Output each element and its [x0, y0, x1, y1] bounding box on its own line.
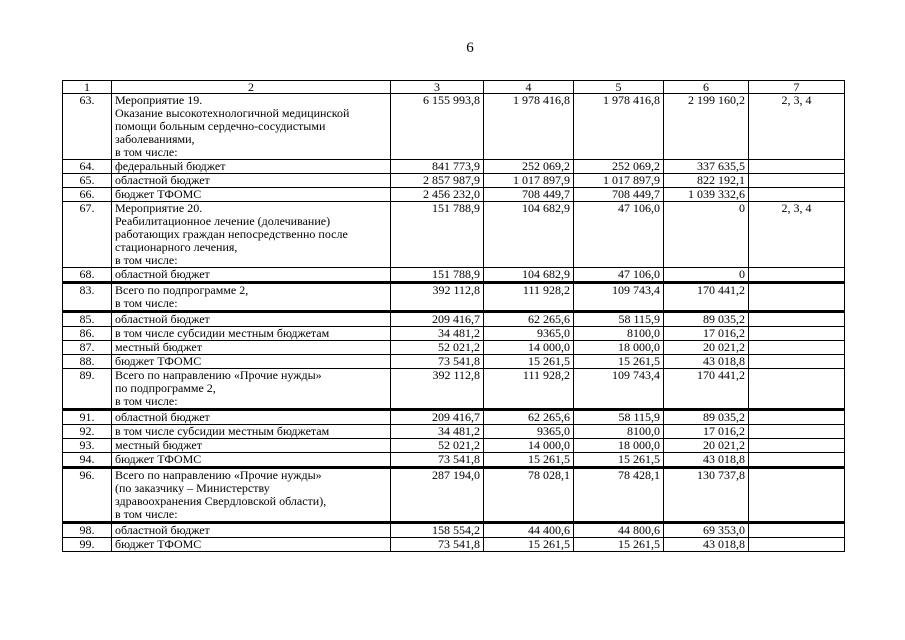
target-refs — [749, 312, 845, 327]
year-value-col6: 89 035,2 — [664, 410, 749, 425]
header-cell-3: 3 — [391, 81, 484, 94]
table-row — [63, 268, 845, 283]
total-value: 151 788,9 — [391, 268, 484, 283]
year-value-col6: 17 016,2 — [664, 425, 749, 439]
target-refs — [749, 327, 845, 341]
target-refs — [749, 538, 845, 552]
description-line: Мероприятие 19. — [115, 93, 203, 107]
year-value-col4: 14 000,0 — [484, 341, 574, 355]
row-number: 93. — [63, 439, 112, 453]
row-number: 65. — [63, 174, 112, 188]
row-number: 94. — [63, 453, 112, 468]
description-line: (по заказчику – Министерству — [115, 481, 270, 495]
row-description — [112, 468, 391, 523]
year-value-col6: 170 441,2 — [664, 369, 749, 410]
row-description — [112, 341, 391, 355]
row-description — [112, 538, 391, 552]
table-row — [63, 355, 845, 369]
year-value-col6: 69 353,0 — [664, 523, 749, 538]
header-cell-4: 4 — [484, 81, 574, 94]
year-value-col5: 15 261,5 — [574, 355, 664, 369]
total-value: 392 112,8 — [391, 369, 484, 410]
description-line: бюджет ТФОМС — [115, 187, 202, 201]
year-value-col6: 20 021,2 — [664, 341, 749, 355]
description-line: Всего по направлению «Прочие нужды» — [115, 368, 322, 382]
year-value-col6: 170 441,2 — [664, 283, 749, 312]
table-row — [63, 341, 845, 355]
row-number: 91. — [63, 410, 112, 425]
year-value-col5: 47 106,0 — [574, 202, 664, 268]
total-value: 151 788,9 — [391, 202, 484, 268]
year-value-col6: 89 035,2 — [664, 312, 749, 327]
row-description — [112, 268, 391, 283]
year-value-col5: 58 115,9 — [574, 410, 664, 425]
description-line: бюджет ТФОМС — [115, 354, 202, 368]
row-number: 98. — [63, 523, 112, 538]
row-number: 96. — [63, 468, 112, 523]
total-value: 392 112,8 — [391, 283, 484, 312]
table-row — [63, 410, 845, 425]
description-line: местный бюджет — [115, 340, 202, 354]
target-refs — [749, 369, 845, 410]
description-line: Оказание высокотехнологичной медицинской — [115, 106, 350, 120]
row-description — [112, 160, 391, 174]
year-value-col4: 15 261,5 — [484, 538, 574, 552]
target-refs — [749, 453, 845, 468]
table-row — [63, 202, 845, 268]
row-number: 66. — [63, 188, 112, 202]
year-value-col4: 62 265,6 — [484, 312, 574, 327]
description-line: Реабилитационное лечение (долечивание) — [115, 214, 331, 228]
description-line: местный бюджет — [115, 438, 202, 452]
total-value: 841 773,9 — [391, 160, 484, 174]
target-refs — [749, 174, 845, 188]
year-value-col5: 58 115,9 — [574, 312, 664, 327]
header-row — [63, 81, 845, 94]
header-cell-5: 5 — [574, 81, 664, 94]
total-value: 73 541,8 — [391, 453, 484, 468]
row-number: 88. — [63, 355, 112, 369]
table-row — [63, 160, 845, 174]
target-refs — [749, 283, 845, 312]
description-line: Всего по подпрограмме 2, — [115, 283, 249, 297]
table-row — [63, 283, 845, 312]
year-value-col5: 18 000,0 — [574, 341, 664, 355]
target-refs — [749, 188, 845, 202]
year-value-col6: 337 635,5 — [664, 160, 749, 174]
row-description — [112, 369, 391, 410]
description-line: областной бюджет — [115, 173, 210, 187]
target-refs — [749, 425, 845, 439]
year-value-col5: 15 261,5 — [574, 453, 664, 468]
header-cell-1: 1 — [63, 81, 112, 94]
year-value-col4: 104 682,9 — [484, 202, 574, 268]
total-value: 52 021,2 — [391, 439, 484, 453]
table-row — [63, 188, 845, 202]
target-refs: 2, 3, 4 — [749, 94, 845, 160]
header-cell-7: 7 — [749, 81, 845, 94]
row-number: 64. — [63, 160, 112, 174]
total-value: 2 857 987,9 — [391, 174, 484, 188]
target-refs — [749, 439, 845, 453]
description-line: в том числе: — [115, 507, 178, 521]
year-value-col5: 252 069,2 — [574, 160, 664, 174]
description-line: Мероприятие 20. — [115, 201, 203, 215]
year-value-col5: 109 743,4 — [574, 283, 664, 312]
target-refs — [749, 341, 845, 355]
year-value-col5: 18 000,0 — [574, 439, 664, 453]
row-number: 87. — [63, 341, 112, 355]
description-line: здравоохранения Свердловской области), — [115, 494, 327, 508]
row-description — [112, 283, 391, 312]
total-value: 2 456 232,0 — [391, 188, 484, 202]
year-value-col4: 111 928,2 — [484, 283, 574, 312]
table-row — [63, 327, 845, 341]
total-value: 73 541,8 — [391, 355, 484, 369]
row-description — [112, 188, 391, 202]
year-value-col5: 1 978 416,8 — [574, 94, 664, 160]
year-value-col4: 111 928,2 — [484, 369, 574, 410]
description-line: бюджет ТФОМС — [115, 537, 202, 551]
row-number: 63. — [63, 94, 112, 160]
row-description — [112, 439, 391, 453]
year-value-col4: 62 265,6 — [484, 410, 574, 425]
year-value-col6: 17 016,2 — [664, 327, 749, 341]
description-line: в том числе: — [115, 296, 178, 310]
year-value-col5: 44 800,6 — [574, 523, 664, 538]
target-refs — [749, 468, 845, 523]
description-line: стационарного лечения, — [115, 240, 238, 254]
year-value-col4: 15 261,5 — [484, 453, 574, 468]
description-line: в том числе: — [115, 394, 178, 408]
row-number: 83. — [63, 283, 112, 312]
year-value-col6: 0 — [664, 268, 749, 283]
total-value: 52 021,2 — [391, 341, 484, 355]
row-number: 68. — [63, 268, 112, 283]
description-line: работающих граждан непосредственно после — [115, 227, 348, 241]
year-value-col5: 8100,0 — [574, 425, 664, 439]
table-row — [63, 369, 845, 410]
year-value-col4: 1 017 897,9 — [484, 174, 574, 188]
table-row — [63, 312, 845, 327]
description-line: федеральный бюджет — [115, 159, 226, 173]
row-description — [112, 355, 391, 369]
description-line: по подпрограмме 2, — [115, 381, 216, 395]
year-value-col6: 43 018,8 — [664, 538, 749, 552]
row-number: 67. — [63, 202, 112, 268]
header-cell-6: 6 — [664, 81, 749, 94]
row-description — [112, 327, 391, 341]
year-value-col4: 9365,0 — [484, 327, 574, 341]
description-line: в том числе: — [115, 145, 178, 159]
description-line: в том числе субсидии местным бюджетам — [115, 424, 330, 438]
row-number: 99. — [63, 538, 112, 552]
row-description — [112, 94, 391, 160]
year-value-col6: 1 039 332,6 — [664, 188, 749, 202]
target-refs — [749, 268, 845, 283]
total-value: 34 481,2 — [391, 327, 484, 341]
table-row — [63, 523, 845, 538]
row-number: 89. — [63, 369, 112, 410]
table-row — [63, 94, 845, 160]
table-row — [63, 453, 845, 468]
year-value-col6: 20 021,2 — [664, 439, 749, 453]
table-body — [63, 94, 845, 552]
row-number: 86. — [63, 327, 112, 341]
total-value: 209 416,7 — [391, 410, 484, 425]
description-line: в том числе: — [115, 253, 178, 267]
row-description — [112, 312, 391, 327]
year-value-col6: 2 199 160,2 — [664, 94, 749, 160]
year-value-col6: 43 018,8 — [664, 453, 749, 468]
table-row — [63, 538, 845, 552]
total-value: 209 416,7 — [391, 312, 484, 327]
year-value-col5: 47 106,0 — [574, 268, 664, 283]
row-description — [112, 410, 391, 425]
total-value: 73 541,8 — [391, 538, 484, 552]
year-value-col4: 252 069,2 — [484, 160, 574, 174]
target-refs — [749, 160, 845, 174]
year-value-col5: 15 261,5 — [574, 538, 664, 552]
row-description — [112, 202, 391, 268]
year-value-col5: 8100,0 — [574, 327, 664, 341]
year-value-col5: 708 449,7 — [574, 188, 664, 202]
year-value-col4: 708 449,7 — [484, 188, 574, 202]
row-description — [112, 523, 391, 538]
target-refs — [749, 523, 845, 538]
year-value-col4: 44 400,6 — [484, 523, 574, 538]
table-row — [63, 174, 845, 188]
description-line: областной бюджет — [115, 523, 210, 537]
target-refs — [749, 355, 845, 369]
table-row — [63, 425, 845, 439]
total-value: 158 554,2 — [391, 523, 484, 538]
year-value-col5: 78 428,1 — [574, 468, 664, 523]
target-refs: 2, 3, 4 — [749, 202, 845, 268]
row-description — [112, 174, 391, 188]
description-line: областной бюджет — [115, 267, 210, 281]
row-description — [112, 453, 391, 468]
row-number: 92. — [63, 425, 112, 439]
row-number: 85. — [63, 312, 112, 327]
description-line: помощи больным сердечно-сосудистыми — [115, 119, 326, 133]
page-number: 6 — [466, 40, 474, 56]
year-value-col6: 43 018,8 — [664, 355, 749, 369]
total-value: 34 481,2 — [391, 425, 484, 439]
description-line: областной бюджет — [115, 312, 210, 326]
year-value-col6: 130 737,8 — [664, 468, 749, 523]
description-line: областной бюджет — [115, 410, 210, 424]
budget-table — [62, 80, 845, 552]
header-cell-2: 2 — [112, 81, 391, 94]
year-value-col4: 1 978 416,8 — [484, 94, 574, 160]
total-value: 6 155 993,8 — [391, 94, 484, 160]
target-refs — [749, 410, 845, 425]
year-value-col5: 109 743,4 — [574, 369, 664, 410]
table-row — [63, 439, 845, 453]
year-value-col6: 0 — [664, 202, 749, 268]
year-value-col6: 822 192,1 — [664, 174, 749, 188]
total-value: 287 194,0 — [391, 468, 484, 523]
table-row — [63, 468, 845, 523]
year-value-col4: 104 682,9 — [484, 268, 574, 283]
row-description — [112, 425, 391, 439]
description-line: заболеваниями, — [115, 132, 195, 146]
year-value-col4: 78 028,1 — [484, 468, 574, 523]
year-value-col4: 14 000,0 — [484, 439, 574, 453]
description-line: Всего по направлению «Прочие нужды» — [115, 468, 322, 482]
year-value-col5: 1 017 897,9 — [574, 174, 664, 188]
year-value-col4: 9365,0 — [484, 425, 574, 439]
description-line: в том числе субсидии местным бюджетам — [115, 326, 330, 340]
year-value-col4: 15 261,5 — [484, 355, 574, 369]
description-line: бюджет ТФОМС — [115, 452, 202, 466]
